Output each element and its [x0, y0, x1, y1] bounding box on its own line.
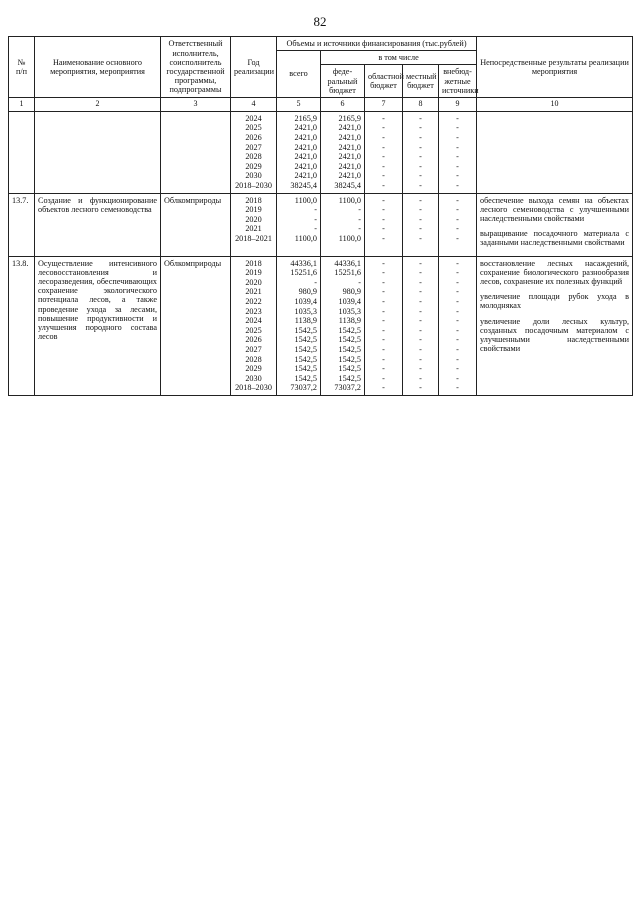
column-number: 5 — [277, 97, 321, 111]
regional-value: - — [382, 113, 385, 123]
total-value: 1542,5 — [294, 354, 317, 364]
total-value: 1039,4 — [294, 296, 317, 306]
offbudget-value-cell — [439, 193, 477, 256]
offbudget-value: - — [456, 325, 459, 335]
federal-value-cell — [321, 256, 365, 395]
total-value: 1542,5 — [294, 335, 317, 345]
year-value: 2021 — [245, 287, 262, 297]
local-value: - — [419, 152, 422, 162]
offbudget-value: - — [456, 133, 459, 143]
federal-value: 2421,0 — [338, 123, 361, 133]
offbudget-value: - — [456, 181, 459, 191]
column-numbers-row — [9, 97, 633, 111]
total-value: 1100,0 — [294, 234, 317, 244]
regional-value: - — [382, 268, 385, 278]
regional-value: - — [382, 224, 385, 234]
year-value: 2018–2030 — [235, 383, 272, 393]
regional-value-cell — [365, 193, 403, 256]
federal-value: 15251,6 — [334, 268, 361, 278]
result-item: восстановление лесных насаждений, сохранение биологического разнообразия лесов, сохранение их полезных функций — [480, 258, 630, 286]
local-value: - — [419, 113, 422, 123]
program-activities-table — [8, 36, 633, 396]
total-value: 1138,9 — [294, 316, 317, 326]
activity-name: Осуществление интенсивного лесовосстановления и лесоразведения, обеспечивающих сохранение экологического потенциала лесов, а также проведение ухода за лесами, повышение продуктивности и улучшения породного состава лесов — [35, 256, 161, 395]
offbudget-value: - — [456, 171, 459, 181]
total-value: 38245,4 — [290, 181, 317, 191]
federal-value: 1039,4 — [338, 296, 361, 306]
offbudget-value: - — [456, 113, 459, 123]
column-number: 6 — [321, 97, 365, 111]
regional-value: - — [382, 181, 385, 191]
result-item: увеличение площади рубок ухода в молодняках — [480, 292, 630, 311]
executor: Облкомприроды — [161, 256, 231, 395]
total-value: - — [314, 224, 317, 234]
federal-value: 1100,0 — [338, 234, 361, 244]
federal-value: 1542,5 — [338, 354, 361, 364]
federal-value: 1542,5 — [338, 335, 361, 345]
header-activity-name: Наименование основного мероприятия, мероприятия — [35, 37, 161, 98]
regional-value: - — [382, 123, 385, 133]
regional-value: - — [382, 383, 385, 393]
federal-value: 73037,2 — [334, 383, 361, 393]
year-value: 2022 — [245, 296, 262, 306]
year-value: 2021 — [245, 224, 262, 234]
regional-value: - — [382, 142, 385, 152]
year-value: 2018 — [245, 195, 262, 205]
result-item: увеличение доли лесных культур, созданных посадочным материалом с улучшенными наследственными свойствами — [480, 316, 630, 354]
local-value-cell — [403, 256, 439, 395]
local-value: - — [419, 268, 422, 278]
year-value: 2029 — [245, 364, 262, 374]
header-including: в том числе — [321, 51, 477, 65]
year-value: 2025 — [245, 123, 262, 133]
local-value-cell — [403, 111, 439, 193]
federal-value: 1542,5 — [338, 344, 361, 354]
year-value: 2026 — [245, 133, 262, 143]
regional-value: - — [382, 152, 385, 162]
local-value: - — [419, 316, 422, 326]
page-number: 82 — [313, 14, 327, 29]
year-value: 2018 — [245, 258, 262, 268]
activity-name — [35, 111, 161, 193]
federal-value: 2421,0 — [338, 152, 361, 162]
total-value: 980,9 — [298, 287, 317, 297]
executor: Облкомприроды — [161, 193, 231, 256]
year-value-cell — [231, 193, 277, 256]
total-value: 44336,1 — [290, 258, 317, 268]
offbudget-value: - — [456, 316, 459, 326]
regional-value: - — [382, 335, 385, 345]
federal-value: 1542,5 — [338, 325, 361, 335]
year-value: 2019 — [245, 268, 262, 278]
offbudget-value: - — [456, 224, 459, 234]
offbudget-value: - — [456, 335, 459, 345]
year-value: 2023 — [245, 306, 262, 316]
header-regional: областной бюджет — [365, 65, 403, 98]
local-value: - — [419, 383, 422, 393]
year-value: 2026 — [245, 335, 262, 345]
local-value-cell — [403, 193, 439, 256]
regional-value: - — [382, 195, 385, 205]
regional-value: - — [382, 161, 385, 171]
offbudget-value: - — [456, 195, 459, 205]
offbudget-value: - — [456, 268, 459, 278]
offbudget-value: - — [456, 354, 459, 364]
total-value: 73037,2 — [290, 383, 317, 393]
offbudget-value: - — [456, 344, 459, 354]
offbudget-value: - — [456, 287, 459, 297]
results-cell — [477, 193, 633, 256]
result-item: обеспечение выхода семян на объектах лесного семеноводства с улучшенными наследственными свойствами — [480, 195, 630, 224]
regional-value: - — [382, 373, 385, 383]
table-row — [9, 193, 633, 256]
local-value: - — [419, 133, 422, 143]
local-value: - — [419, 161, 422, 171]
federal-value: 2165,9 — [338, 113, 361, 123]
header-finance: Объемы и источники финансирования (тыс.рублей) — [277, 37, 477, 51]
local-value: - — [419, 195, 422, 205]
local-value: - — [419, 277, 422, 287]
column-number: 4 — [231, 97, 277, 111]
federal-value: 2421,0 — [338, 133, 361, 143]
total-value-cell — [277, 256, 321, 395]
offbudget-value: - — [456, 142, 459, 152]
local-value: - — [419, 344, 422, 354]
total-value: 1035,3 — [294, 306, 317, 316]
row-number: 13.8. — [9, 256, 35, 395]
year-value: 2020 — [245, 214, 262, 224]
offbudget-value: - — [456, 258, 459, 268]
total-value: 2421,0 — [294, 142, 317, 152]
federal-value: 2421,0 — [338, 171, 361, 181]
local-value: - — [419, 214, 422, 224]
year-value: 2020 — [245, 277, 262, 287]
year-value: 2028 — [245, 354, 262, 364]
column-number: 9 — [439, 97, 477, 111]
column-number: 8 — [403, 97, 439, 111]
offbudget-value: - — [456, 205, 459, 215]
column-number: 2 — [35, 97, 161, 111]
header-results: Непосредственные результаты реализации мероприятия — [477, 37, 633, 98]
local-value: - — [419, 142, 422, 152]
regional-value-cell — [365, 256, 403, 395]
regional-value: - — [382, 296, 385, 306]
offbudget-value: - — [456, 161, 459, 171]
regional-value: - — [382, 354, 385, 364]
total-value: 2421,0 — [294, 161, 317, 171]
total-value: 2421,0 — [294, 171, 317, 181]
regional-value: - — [382, 205, 385, 215]
federal-value-cell — [321, 111, 365, 193]
local-value: - — [419, 258, 422, 268]
year-value-cell — [231, 256, 277, 395]
local-value: - — [419, 296, 422, 306]
results-cell — [477, 111, 633, 193]
year-value: 2027 — [245, 142, 262, 152]
activity-name: Создание и функционирование объектов лесного семеноводства — [35, 193, 161, 256]
local-value: - — [419, 373, 422, 383]
year-value: 2024 — [245, 316, 262, 326]
column-number: 7 — [365, 97, 403, 111]
offbudget-value: - — [456, 277, 459, 287]
total-value: 2421,0 — [294, 152, 317, 162]
regional-value: - — [382, 133, 385, 143]
local-value: - — [419, 224, 422, 234]
federal-value: 1542,5 — [338, 373, 361, 383]
offbudget-value-cell — [439, 256, 477, 395]
local-value: - — [419, 354, 422, 364]
table-row — [9, 111, 633, 193]
year-value: 2030 — [245, 373, 262, 383]
regional-value: - — [382, 171, 385, 181]
regional-value: - — [382, 214, 385, 224]
local-value: - — [419, 234, 422, 244]
offbudget-value: - — [456, 373, 459, 383]
local-value: - — [419, 171, 422, 181]
header-total: всего — [277, 51, 321, 98]
year-value: 2019 — [245, 205, 262, 215]
header-offbudget: внебюд-жетные источники — [439, 65, 477, 98]
row-number — [9, 111, 35, 193]
federal-value: 1035,3 — [338, 306, 361, 316]
year-value: 2030 — [245, 171, 262, 181]
regional-value-cell — [365, 111, 403, 193]
year-value-cell — [231, 111, 277, 193]
federal-value: 38245,4 — [334, 181, 361, 191]
header-executor: Ответственный исполнитель, соисполнитель государственной программы, подпрограммы — [161, 37, 231, 98]
executor — [161, 111, 231, 193]
column-number: 3 — [161, 97, 231, 111]
federal-value: 2421,0 — [338, 142, 361, 152]
federal-value: - — [358, 205, 361, 215]
regional-value: - — [382, 306, 385, 316]
regional-value: - — [382, 287, 385, 297]
column-number: 10 — [477, 97, 633, 111]
offbudget-value: - — [456, 296, 459, 306]
federal-value: 2421,0 — [338, 161, 361, 171]
total-value-cell — [277, 111, 321, 193]
table-body — [9, 111, 633, 395]
header-year: Год реализации — [231, 37, 277, 98]
offbudget-value: - — [456, 383, 459, 393]
total-value: 15251,6 — [290, 268, 317, 278]
column-number: 1 — [9, 97, 35, 111]
regional-value: - — [382, 344, 385, 354]
total-value: 1542,5 — [294, 364, 317, 374]
local-value: - — [419, 287, 422, 297]
regional-value: - — [382, 234, 385, 244]
offbudget-value: - — [456, 364, 459, 374]
year-value: 2025 — [245, 325, 262, 335]
federal-value: 980,9 — [342, 287, 361, 297]
federal-value-cell — [321, 193, 365, 256]
local-value: - — [419, 364, 422, 374]
federal-value: 1100,0 — [338, 195, 361, 205]
regional-value: - — [382, 316, 385, 326]
total-value: 1100,0 — [294, 195, 317, 205]
federal-value: - — [358, 224, 361, 234]
year-value: 2027 — [245, 344, 262, 354]
federal-value: - — [358, 277, 361, 287]
year-value: 2028 — [245, 152, 262, 162]
federal-value: 44336,1 — [334, 258, 361, 268]
local-value: - — [419, 205, 422, 215]
regional-value: - — [382, 277, 385, 287]
local-value: - — [419, 181, 422, 191]
total-value: 1542,5 — [294, 325, 317, 335]
total-value: 2165,9 — [294, 113, 317, 123]
header-no: № п/п — [9, 37, 35, 98]
total-value: 1542,5 — [294, 373, 317, 383]
regional-value: - — [382, 325, 385, 335]
total-value-cell — [277, 193, 321, 256]
federal-value: 1542,5 — [338, 364, 361, 374]
total-value: - — [314, 277, 317, 287]
results-cell — [477, 256, 633, 395]
header-local: местный бюджет — [403, 65, 439, 98]
offbudget-value: - — [456, 214, 459, 224]
year-value: 2029 — [245, 161, 262, 171]
local-value: - — [419, 335, 422, 345]
federal-value: - — [358, 214, 361, 224]
offbudget-value: - — [456, 306, 459, 316]
total-value: 2421,0 — [294, 133, 317, 143]
total-value: 2421,0 — [294, 123, 317, 133]
offbudget-value: - — [456, 123, 459, 133]
regional-value: - — [382, 364, 385, 374]
year-value: 2024 — [245, 113, 262, 123]
offbudget-value-cell — [439, 111, 477, 193]
local-value: - — [419, 325, 422, 335]
table-row — [9, 256, 633, 395]
year-value: 2018–2030 — [235, 181, 272, 191]
result-item: выращивание посадочного материала с заданными наследственными свойствами — [480, 229, 630, 248]
total-value: - — [314, 214, 317, 224]
total-value: 1542,5 — [294, 344, 317, 354]
header-federal: феде-ральный бюджет — [321, 65, 365, 98]
federal-value: 1138,9 — [338, 316, 361, 326]
regional-value: - — [382, 258, 385, 268]
total-value: - — [314, 205, 317, 215]
local-value: - — [419, 306, 422, 316]
local-value: - — [419, 123, 422, 133]
offbudget-value: - — [456, 234, 459, 244]
row-number: 13.7. — [9, 193, 35, 256]
year-value: 2018–2021 — [235, 234, 272, 244]
offbudget-value: - — [456, 152, 459, 162]
